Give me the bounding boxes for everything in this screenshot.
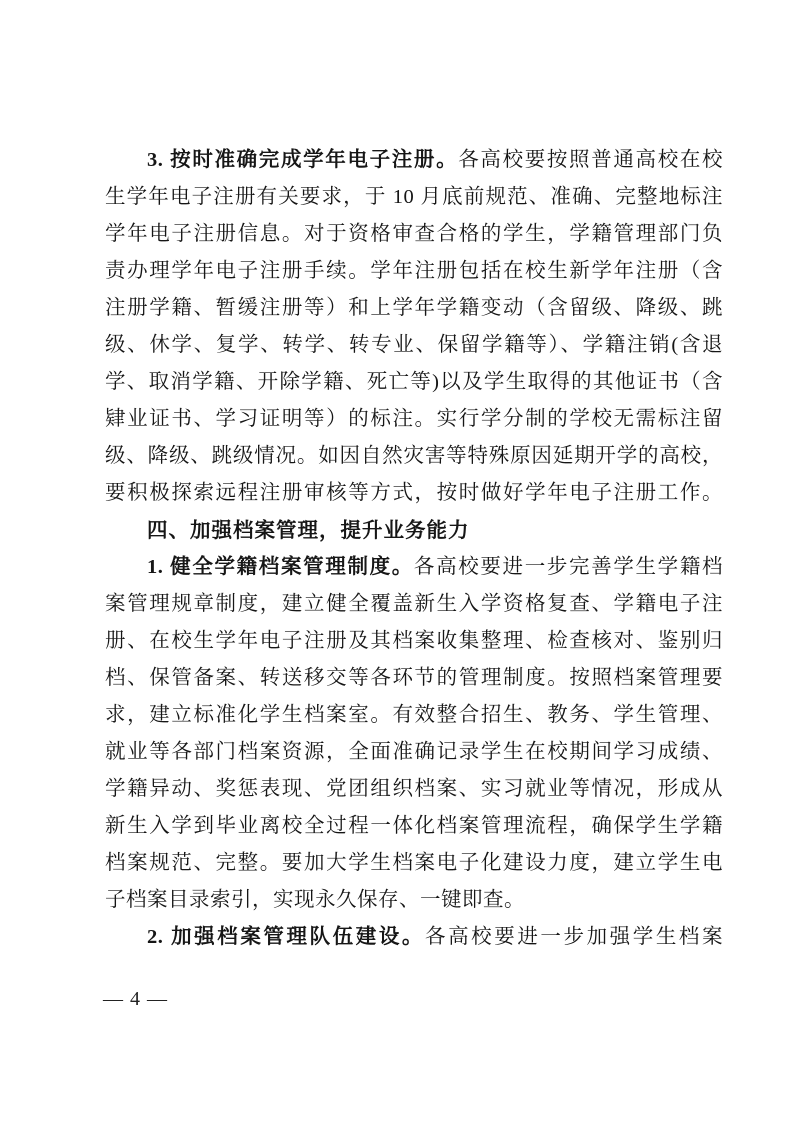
line-text: 档、保管备案、转送移交等各环节的管理制度。按照档案管理要 bbox=[105, 667, 723, 689]
body-line bbox=[105, 179, 723, 216]
line-text: 求，建立标准化学生档案室。有效整合招生、教务、学生管理、 bbox=[105, 704, 723, 726]
line-text: 注册学籍、暂缓注册等）和上学年学籍变动（含留级、降级、跳 bbox=[105, 297, 723, 319]
body-line bbox=[105, 216, 723, 253]
body-line bbox=[105, 253, 723, 290]
body-line bbox=[105, 660, 723, 697]
section-heading bbox=[105, 512, 723, 549]
line-text: 各高校要进一步完善学生学籍档 bbox=[413, 556, 724, 578]
line-text: 案管理规章制度，建立健全覆盖新生入学资格复查、学籍电子注 bbox=[105, 593, 723, 615]
line-text: 学籍异动、奖惩表现、党团组织档案、实习就业等情况，形成从 bbox=[105, 778, 723, 800]
body-line bbox=[105, 401, 723, 438]
body-line bbox=[105, 771, 723, 808]
paragraph-start-line bbox=[105, 549, 723, 586]
paragraph-start-line bbox=[105, 919, 723, 956]
body-line bbox=[105, 290, 723, 327]
run-in-heading: 3. 按时准确完成学年电子注册。 bbox=[147, 149, 459, 171]
line-text: 学、取消学籍、开除学籍、死亡等)以及学生取得的其他证书（含 bbox=[105, 371, 723, 393]
body-line bbox=[105, 364, 723, 401]
body-line bbox=[105, 734, 723, 771]
line-text: 新生入学到毕业离校全过程一体化档案管理流程，确保学生学籍 bbox=[105, 815, 723, 837]
line-text: 学年电子注册信息。对于资格审查合格的学生，学籍管理部门负 bbox=[105, 223, 723, 245]
line-text: 级、休学、复学、转学、转专业、保留学籍等）、学籍注销(含退 bbox=[105, 334, 723, 356]
document-body bbox=[105, 142, 723, 956]
body-line bbox=[105, 845, 723, 882]
body-line bbox=[105, 808, 723, 845]
line-text: 子档案目录索引，实现永久保存、一键即查。 bbox=[105, 889, 525, 911]
page-number: — 4 — bbox=[103, 988, 168, 1010]
body-line bbox=[105, 475, 723, 512]
line-text: 责办理学年电子注册手续。学年注册包括在校生新学年注册（含 bbox=[105, 260, 723, 282]
line-text: 册、在校生学年电子注册及其档案收集整理、检查核对、鉴别归 bbox=[105, 630, 723, 652]
line-text: 就业等各部门档案资源，全面准确记录学生在校期间学习成绩、 bbox=[105, 741, 723, 763]
line-text: 各高校要按照普通高校在校 bbox=[458, 149, 724, 171]
line-text: 档案规范、完整。要加大学生档案电子化建设力度，建立学生电 bbox=[105, 852, 723, 874]
line-text: 级、降级、跳级情况。如因自然灾害等特殊原因延期开学的高校， bbox=[105, 445, 723, 467]
paragraph-end-line bbox=[105, 882, 723, 919]
run-in-heading: 1. 健全学籍档案管理制度。 bbox=[147, 556, 414, 578]
line-text: 肄业证书、学习证明等）的标注。实行学分制的学校无需标注留 bbox=[105, 408, 723, 430]
body-line bbox=[105, 438, 723, 475]
run-in-heading: 2. 加强档案管理队伍建设。 bbox=[147, 926, 425, 948]
body-line bbox=[105, 697, 723, 734]
paragraph-start-line bbox=[105, 142, 723, 179]
line-text: 生学年电子注册有关要求，于 10 月底前规范、准确、完整地标注 bbox=[105, 186, 723, 208]
body-line bbox=[105, 623, 723, 660]
line-text: 各高校要进一步加强学生档案 bbox=[425, 926, 723, 948]
body-line bbox=[105, 327, 723, 364]
body-line bbox=[105, 586, 723, 623]
section-heading-text: 四、加强档案管理，提升业务能力 bbox=[147, 519, 470, 542]
line-text: 要积极探索远程注册审核等方式，按时做好学年电子注册工作。 bbox=[105, 482, 723, 504]
